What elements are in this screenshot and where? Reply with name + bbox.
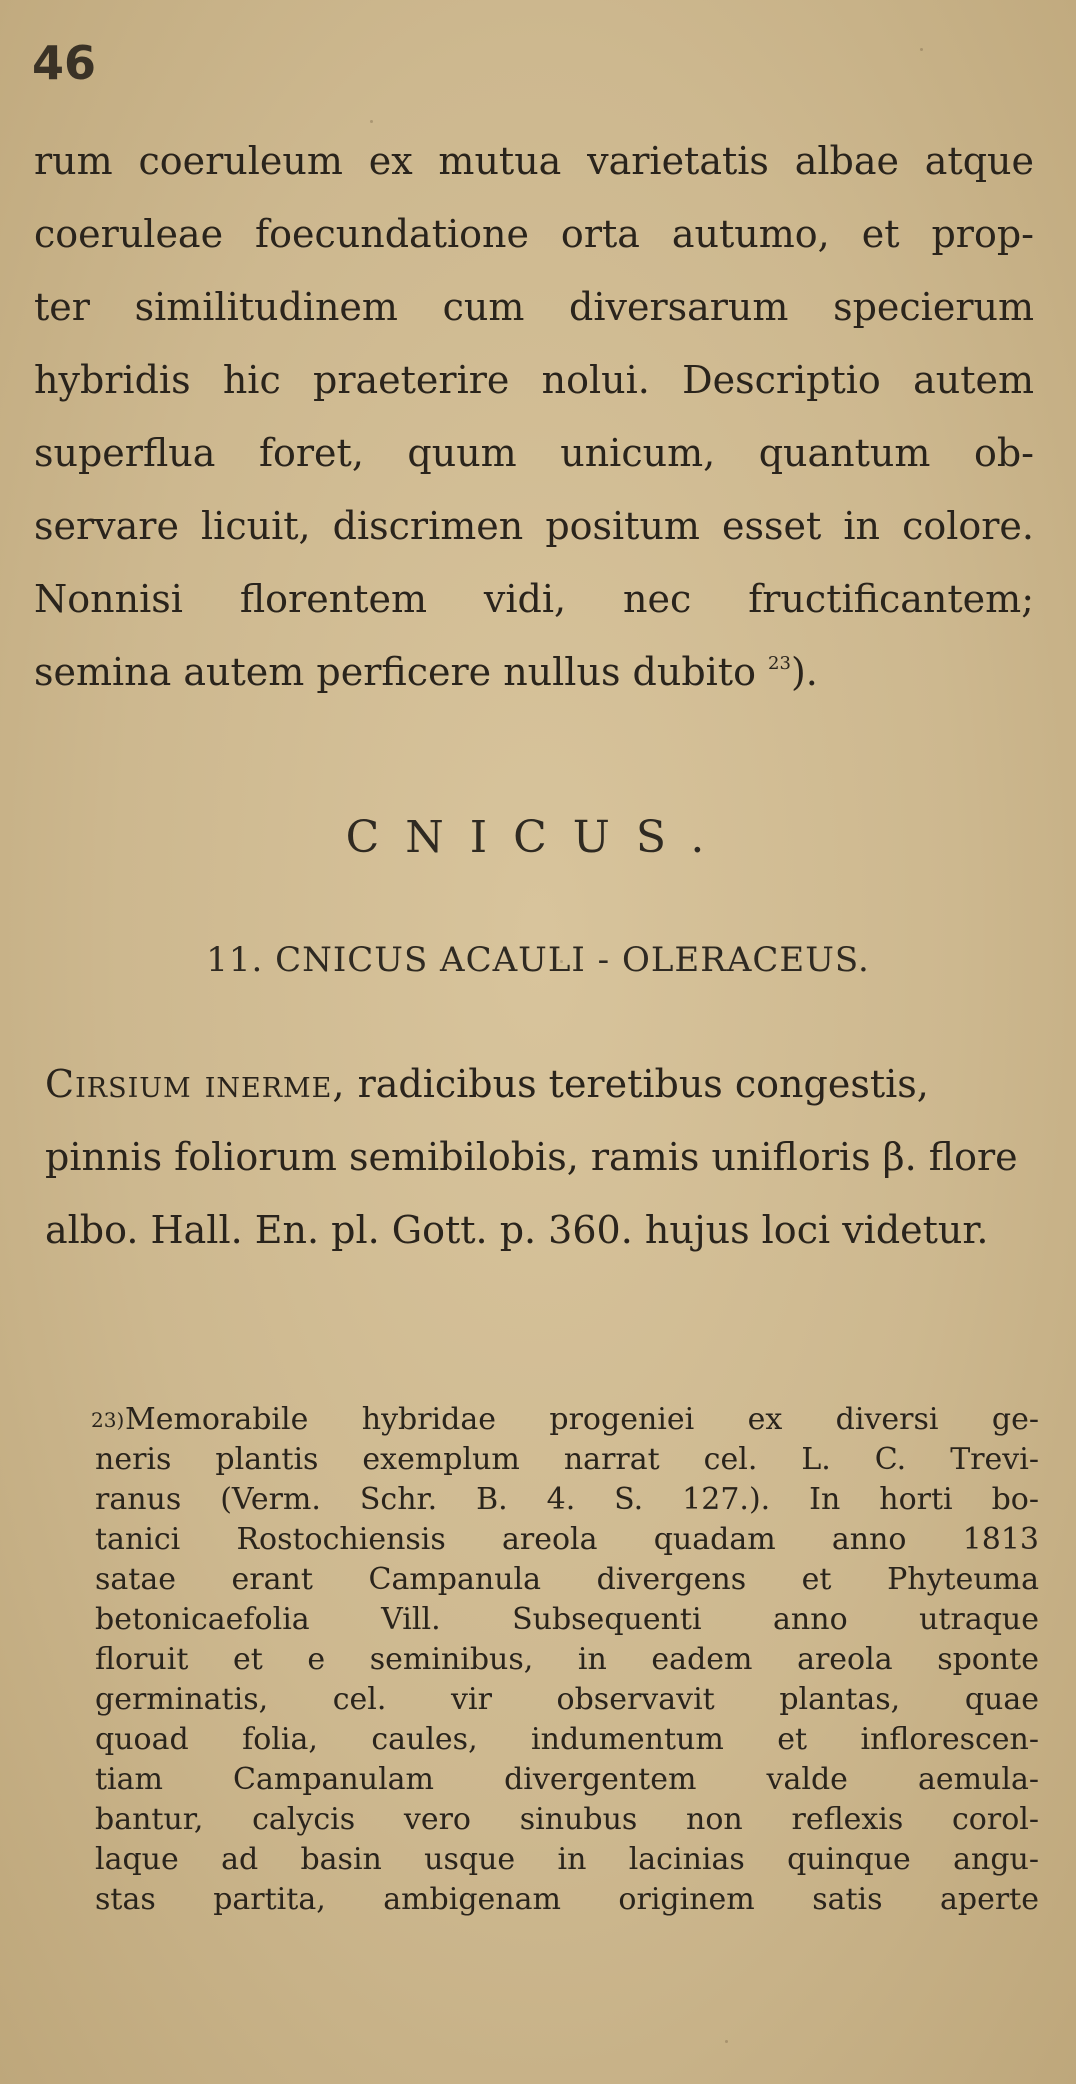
footnote-line: neris plantis exemplum narrat cel. L. C. Trevi- [95, 1442, 1039, 1477]
page-number: 46 [32, 36, 97, 90]
body-line: superflua foret, quum unicum, quantum ob- [34, 431, 1034, 475]
footnote-line: satae erant Campanula divergens et Phyteuma [95, 1562, 1039, 1597]
footnote-line: betonicaefolia Vill. Subsequenti anno utraque [95, 1602, 1039, 1637]
paper-speck [725, 2040, 728, 2043]
body-line-text: semina autem perficere nullus dubito [34, 650, 756, 694]
body-line: coeruleae foecundatione orta autumo, et prop- [34, 212, 1034, 256]
body-line-last [34, 636, 1034, 709]
footnote-line: Memorabile hybridae progeniei ex diversi ge- [125, 1402, 1039, 1437]
species-heading: 11. CNICUS ACAULI - OLERACEUS. [206, 940, 870, 980]
footnote-line: stas partita, ambigenam originem satis aperte [95, 1882, 1039, 1917]
footnote-line: ranus (Verm. Schr. B. 4. S. 127.). In horti bo- [95, 1482, 1039, 1517]
description-lead: Cirsium inerme, [45, 1062, 346, 1106]
body-line-end: ). [790, 650, 818, 694]
footnote-reference: 23 [768, 653, 791, 674]
paper-speck [560, 960, 563, 963]
footnote-line: tanici Rostochiensis areola quadam anno 1813 [95, 1522, 1039, 1557]
footnote-line: laque ad basin usque in lacinias quinque angu- [95, 1842, 1039, 1877]
footnote-text [95, 1400, 1039, 1920]
footnote-line: bantur, calycis vero sinubus non reflexis corol- [95, 1802, 1039, 1837]
paper-speck [920, 48, 923, 51]
body-line: ter similitudinem cum diversarum specierum [34, 285, 1034, 329]
footnote-line: quoad folia, caules, indumentum et inflorescen- [95, 1722, 1039, 1757]
description-text: radicibus teretibus congestis, pinnis foliorum semibilobis, ramis unifloris β. flore albo. Hall. En. pl. Gott. p. 360. hujus loci videtur. [45, 1062, 1018, 1252]
paper-speck [370, 120, 373, 123]
footnote-line: germinatis, cel. vir observavit plantas, quae [95, 1682, 1039, 1717]
section-heading: CNICUS. [345, 812, 731, 863]
footnote-line: tiam Campanulam divergentem valde aemula- [95, 1762, 1039, 1797]
body-line: rum coeruleum ex mutua varietatis albae atque [34, 139, 1034, 183]
body-line: servare licuit, discrimen positum esset in colore. [34, 504, 1034, 548]
body-line: hybridis hic praeterire nolui. Descriptio autem [34, 358, 1034, 402]
body-paragraph [34, 125, 1034, 709]
species-description [45, 1048, 1035, 1267]
body-line: Nonnisi florentem vidi, nec fructificantem; [34, 577, 1034, 621]
footnote-marker: 23) [91, 1408, 125, 1432]
footnote-line: floruit et e seminibus, in eadem areola sponte [95, 1642, 1039, 1677]
footnote [91, 1400, 1039, 1920]
